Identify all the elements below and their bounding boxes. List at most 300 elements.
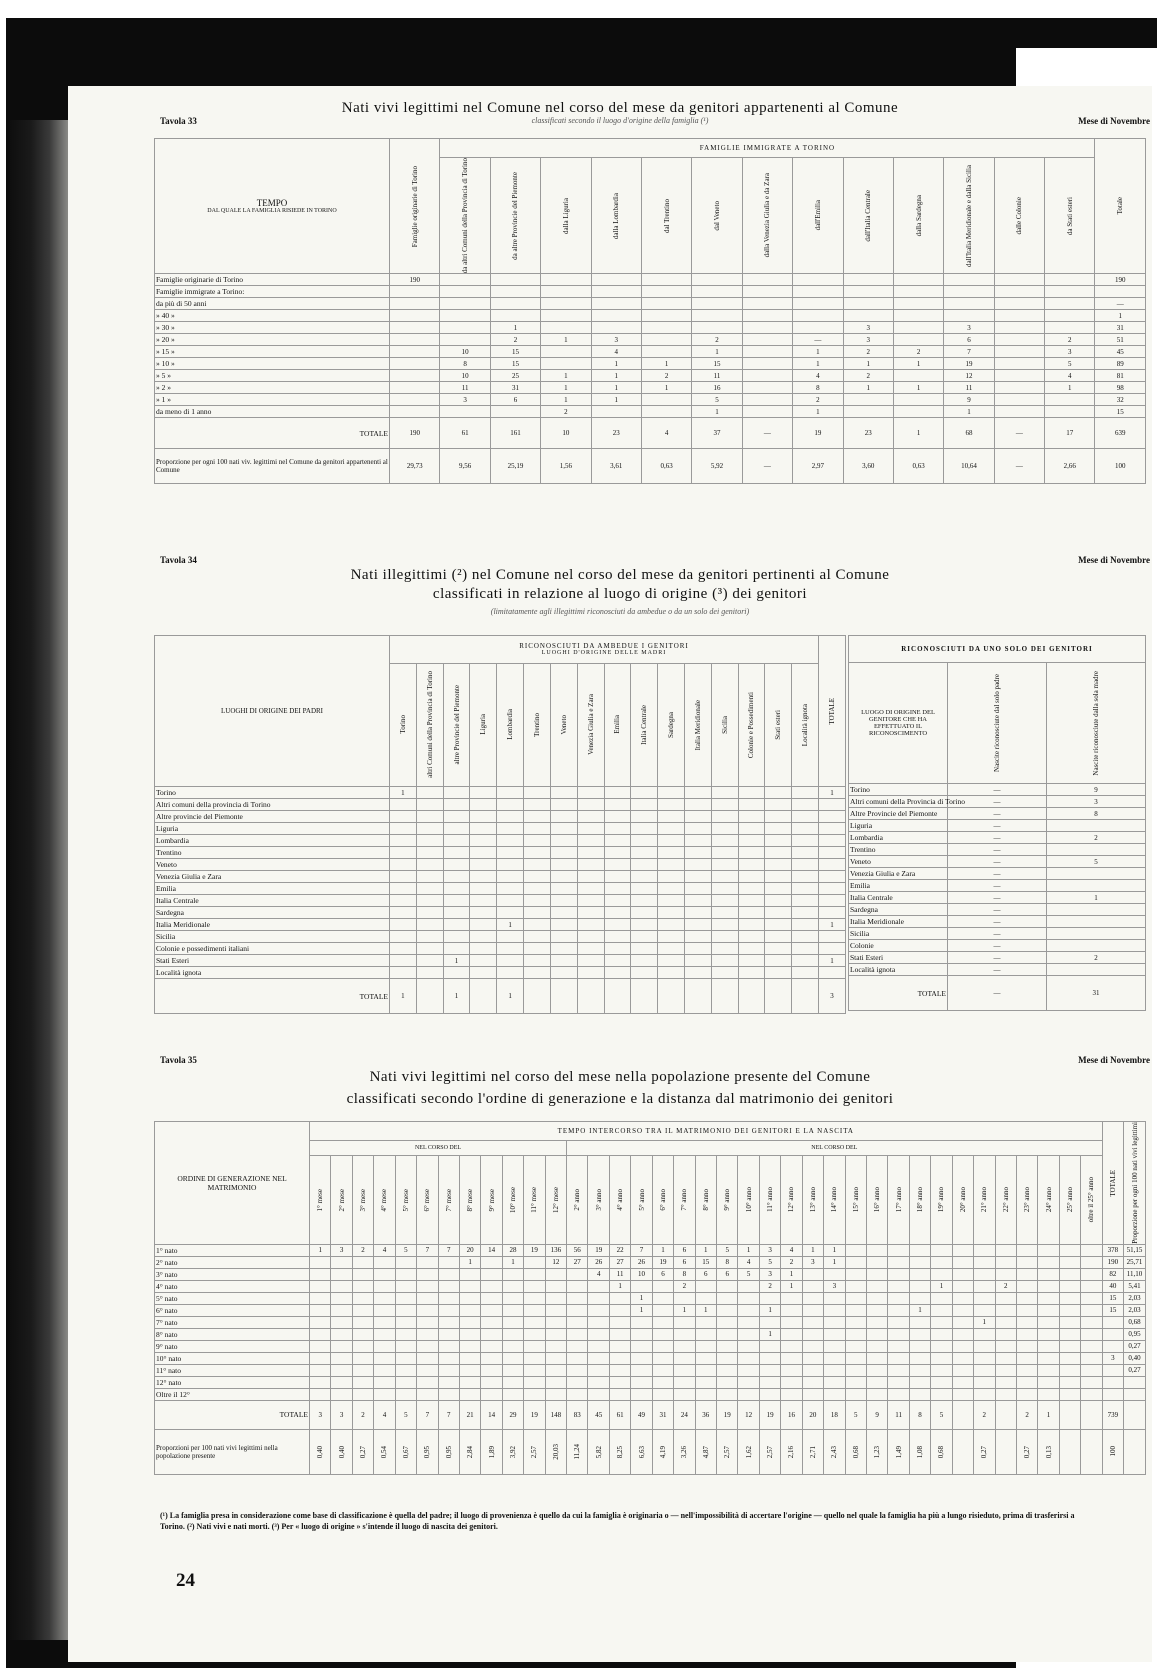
table-cell [588, 1364, 609, 1376]
row-label: 7° nato [155, 1316, 310, 1328]
table-cell [481, 1316, 502, 1328]
table-cell [470, 955, 497, 967]
table-cell [652, 1304, 673, 1316]
table-cell [738, 799, 765, 811]
column-header-text: 1° mese [316, 1188, 325, 1211]
table-row [155, 1316, 1146, 1328]
table-cell [440, 274, 490, 286]
table-cell [684, 919, 711, 931]
table-cell: 1 [759, 1328, 780, 1340]
table-row [155, 286, 1146, 298]
table-cell [417, 1388, 438, 1400]
table-cell [765, 895, 792, 907]
table-cell [550, 919, 577, 931]
table-cell [1047, 820, 1146, 832]
table-cell [631, 847, 658, 859]
table-cell [481, 1292, 502, 1304]
table-cell: 8 [440, 358, 490, 370]
table-cell [502, 1316, 523, 1328]
table-cell [802, 1316, 823, 1328]
table-cell [888, 1376, 909, 1388]
table-cell [738, 847, 765, 859]
proportion-value: 3,26 [680, 1445, 689, 1458]
table-cell [994, 346, 1044, 358]
table-cell [994, 310, 1044, 322]
table-33-title: Nati vivi legittimi nel Comune nel corso del mese da genitori appartenenti al Comune [341, 100, 899, 116]
table-cell [994, 382, 1044, 394]
table-cell [931, 1340, 952, 1352]
table-cell [792, 859, 819, 871]
column-header-text: 2° anno [573, 1188, 582, 1211]
table-cell [443, 787, 470, 799]
row-label: Italia Meridionale [849, 916, 948, 928]
column-header-text: 15° anno [851, 1187, 860, 1213]
table-cell: 1 [793, 406, 843, 418]
table-cell [1059, 1256, 1080, 1268]
proportion-row [155, 1429, 1146, 1474]
table-cell: 12 [944, 370, 994, 382]
proportion-cell [695, 1429, 716, 1474]
table-cell: — [948, 820, 1047, 832]
table-cell [759, 1376, 780, 1388]
table-cell [909, 1364, 930, 1376]
table-cell [567, 1388, 588, 1400]
total-cell: 19 [524, 1400, 545, 1429]
table-cell [738, 955, 765, 967]
table-cell [711, 835, 738, 847]
row-label: Altre provincie del Piemonte [155, 811, 390, 823]
column-header [524, 1155, 545, 1244]
table-cell: 1 [893, 358, 943, 370]
table-cell [802, 1304, 823, 1316]
table-cell [1016, 1268, 1037, 1280]
table-cell [470, 943, 497, 955]
proportion-cell [674, 1429, 695, 1474]
total-cell [684, 979, 711, 1014]
table-cell [310, 1280, 331, 1292]
table-cell [502, 1292, 523, 1304]
table-cell [374, 1328, 395, 1340]
table-cell [1038, 1388, 1059, 1400]
table-cell: 45 [1095, 346, 1146, 358]
table-cell [443, 919, 470, 931]
table-cell [588, 1352, 609, 1364]
table-cell [1081, 1304, 1102, 1316]
total-cell: 5 [395, 1400, 416, 1429]
table-cell: 1 [490, 322, 540, 334]
column-header [631, 663, 658, 786]
table-cell [577, 859, 604, 871]
table-cell [604, 871, 631, 883]
table-cell [541, 286, 591, 298]
table-cell [1016, 1352, 1037, 1364]
table-cell [695, 1292, 716, 1304]
table-cell [711, 907, 738, 919]
table-cell [684, 895, 711, 907]
total-cell: 29 [502, 1400, 523, 1429]
table-cell [541, 322, 591, 334]
stub-header: ORDINE DI GENERAZIONE NEL MATRIMONIO [155, 1122, 310, 1245]
table-cell [567, 1328, 588, 1340]
proportion-value: 1,23 [873, 1445, 882, 1458]
row-label: Trentino [849, 844, 948, 856]
table-row [155, 1340, 1146, 1352]
table-cell [792, 871, 819, 883]
column-header [944, 158, 994, 274]
total-cell: 19 [759, 1400, 780, 1429]
table-cell [742, 394, 792, 406]
table-33-section [90, 100, 1150, 530]
table-cell [1059, 1316, 1080, 1328]
table-cell [866, 1256, 887, 1268]
table-cell [931, 1304, 952, 1316]
table-cell [390, 358, 440, 370]
table-cell [658, 787, 685, 799]
proportion-value: 0,95 [423, 1445, 432, 1458]
column-header-text: Sardegna [667, 711, 676, 738]
proportion-cell [374, 1429, 395, 1474]
table-cell [390, 298, 440, 310]
proportion-cell: 3,60 [843, 449, 893, 484]
table-cell [390, 835, 417, 847]
table-cell [310, 1376, 331, 1388]
proportion-value: 0,27 [980, 1445, 989, 1458]
table-cell [545, 1328, 566, 1340]
row-label: 10° nato [155, 1352, 310, 1364]
table-cell: 3 [944, 322, 994, 334]
proportion-value: 20,03 [551, 1443, 560, 1460]
total-cell: 49 [631, 1400, 652, 1429]
table-cell [974, 1328, 995, 1340]
table-cell: 1 [931, 1280, 952, 1292]
table-cell [738, 1352, 759, 1364]
table-cell [459, 1364, 480, 1376]
row-label: 11° nato [155, 1364, 310, 1376]
table-cell: 31 [490, 382, 540, 394]
table-cell [443, 943, 470, 955]
table-cell [738, 859, 765, 871]
column-header [1047, 663, 1146, 784]
table-cell [550, 895, 577, 907]
table-cell [909, 1328, 930, 1340]
table-cell [711, 859, 738, 871]
table-cell [524, 823, 551, 835]
total-cell: 36 [695, 1400, 716, 1429]
table-cell [684, 787, 711, 799]
table-cell [994, 322, 1044, 334]
proportion-cell: 100 [1095, 449, 1146, 484]
table-cell [765, 787, 792, 799]
table-cell [604, 967, 631, 979]
table-cell [374, 1280, 395, 1292]
table-cell [577, 907, 604, 919]
table-cell [1038, 1340, 1059, 1352]
column-header-text: Sicilia [720, 715, 729, 734]
table-cell [845, 1376, 866, 1388]
column-header-text: 2° mese [337, 1188, 346, 1211]
table-cell: 2 [1047, 832, 1146, 844]
table-cell [944, 310, 994, 322]
proportion-cell [502, 1429, 523, 1474]
table-cell [888, 1292, 909, 1304]
table-cell [802, 1268, 823, 1280]
column-header [440, 158, 490, 274]
table-cell [695, 1328, 716, 1340]
table-row [849, 928, 1146, 940]
table-cell [390, 811, 417, 823]
table-cell [443, 907, 470, 919]
table-cell [1045, 286, 1095, 298]
column-header-text: Nascite riconosciute dalla sola madre [1092, 670, 1100, 776]
table-cell [609, 1328, 630, 1340]
table-cell [310, 1304, 331, 1316]
table-cell [577, 799, 604, 811]
table-cell [390, 823, 417, 835]
table-cell [974, 1388, 995, 1400]
table-row [155, 322, 1146, 334]
table-cell: 1 [781, 1268, 802, 1280]
proportion-cell [974, 1429, 995, 1474]
table-cell [824, 1340, 845, 1352]
row-label: 4° nato [155, 1280, 310, 1292]
row-label: Sicilia [155, 931, 390, 943]
table-cell [588, 1388, 609, 1400]
table-cell [567, 1268, 588, 1280]
table-cell [390, 799, 417, 811]
table-cell [765, 859, 792, 871]
table-row [155, 382, 1146, 394]
table-cell [631, 943, 658, 955]
table-row [155, 907, 846, 919]
table-cell [952, 1376, 973, 1388]
proportion-value: 2,16 [787, 1445, 796, 1458]
proportion-value: 6,63 [637, 1445, 646, 1458]
table-cell [765, 847, 792, 859]
table-cell [1038, 1292, 1059, 1304]
row-label: Altri comuni della Provincia di Torino [850, 797, 965, 806]
table-cell [502, 1328, 523, 1340]
column-header [759, 1155, 780, 1244]
table-cell [490, 406, 540, 418]
table-cell [944, 298, 994, 310]
table-cell [390, 919, 417, 931]
table-cell [310, 1364, 331, 1376]
table-cell [524, 1328, 545, 1340]
table-cell: 1 [541, 394, 591, 406]
table-cell [577, 895, 604, 907]
table-cell [438, 1304, 459, 1316]
table-cell [1102, 1316, 1123, 1328]
table-cell [481, 1364, 502, 1376]
table-cell [502, 1376, 523, 1388]
table-cell [1081, 1352, 1102, 1364]
table-cell: 190 [390, 274, 440, 286]
table-cell: 6 [652, 1268, 673, 1280]
table-cell [331, 1256, 352, 1268]
table-cell [352, 1256, 373, 1268]
column-header-text: 10° mese [509, 1186, 517, 1213]
proportion-value: 1,08 [916, 1445, 925, 1458]
table-cell [684, 955, 711, 967]
table-cell [765, 871, 792, 883]
table-cell [470, 787, 497, 799]
total-label: TOTALE [155, 979, 390, 1014]
table-cell [974, 1364, 995, 1376]
table-cell [994, 370, 1044, 382]
table-cell [631, 883, 658, 895]
table-cell: — [948, 904, 1047, 916]
total-cell [738, 979, 765, 1014]
table-cell [658, 895, 685, 907]
table-cell [952, 1304, 973, 1316]
total-cell [550, 979, 577, 1014]
table-row [155, 334, 1146, 346]
table-cell [893, 298, 943, 310]
table-cell [352, 1280, 373, 1292]
column-header-text: dal Trentino [662, 198, 671, 233]
column-header-text: 5° anno [637, 1188, 646, 1211]
table-cell [438, 1352, 459, 1364]
column-header [417, 1155, 438, 1244]
column-header [310, 1155, 331, 1244]
table-cell: 6 [674, 1244, 695, 1256]
proportion-value: 11,24 [573, 1443, 582, 1460]
group-header [390, 636, 819, 664]
table-cell [416, 823, 443, 835]
column-header [1045, 158, 1095, 274]
row-label: Torino [155, 787, 390, 799]
table-cell [502, 1280, 523, 1292]
table-cell [331, 1268, 352, 1280]
row-label: 9° nato [155, 1340, 310, 1352]
table-cell [684, 859, 711, 871]
table-cell [591, 298, 641, 310]
column-header [819, 636, 846, 787]
table-cell: 1 [443, 955, 470, 967]
table-cell [631, 871, 658, 883]
table-cell: 1 [1047, 892, 1146, 904]
table-33 [154, 138, 1146, 484]
table-cell [792, 811, 819, 823]
stub-header [155, 139, 390, 274]
table-cell [909, 1256, 930, 1268]
column-header-text: 7° anno [680, 1188, 689, 1211]
book-binding [6, 120, 68, 1640]
table-cell: 1 [944, 406, 994, 418]
table-cell [684, 823, 711, 835]
table-cell [759, 1364, 780, 1376]
table-cell: 4 [591, 346, 641, 358]
table-cell [658, 919, 685, 931]
proportion-cell [1081, 1429, 1102, 1474]
row-label: Altre Provincie del Piemonte [849, 808, 948, 820]
table-cell [545, 1340, 566, 1352]
table-cell [738, 883, 765, 895]
table-cell [793, 322, 843, 334]
total-cell: — [994, 418, 1044, 449]
table-cell [443, 871, 470, 883]
table-cell [470, 835, 497, 847]
proportion-cell [909, 1429, 930, 1474]
table-cell: 6 [490, 394, 540, 406]
table-cell [524, 1256, 545, 1268]
table-cell [658, 811, 685, 823]
column-header-text: dalla Liguria [561, 197, 570, 234]
proportion-cell [738, 1429, 759, 1474]
proportion-label: Proporzioni per 100 nati vivi legittimi nella popolazione presente [155, 1429, 310, 1474]
table-cell [470, 799, 497, 811]
table-row [155, 1268, 1146, 1280]
proportion-cell [545, 1429, 566, 1474]
column-header-text: Trentino [532, 712, 541, 737]
table-cell [443, 799, 470, 811]
table-cell [352, 1340, 373, 1352]
total-cell [995, 1400, 1016, 1429]
table-cell [974, 1280, 995, 1292]
table-cell [674, 1328, 695, 1340]
total-cell: 739 [1102, 1400, 1123, 1429]
column-header-text: 13° anno [808, 1187, 817, 1213]
row-label: 5° nato [155, 1292, 310, 1304]
table-cell [609, 1388, 630, 1400]
table-cell [1045, 310, 1095, 322]
table-cell [994, 286, 1044, 298]
proportion-cell: — [742, 449, 792, 484]
table-cell [631, 907, 658, 919]
table-row [155, 394, 1146, 406]
table-cell [588, 1304, 609, 1316]
table-cell: 1 [819, 955, 846, 967]
table-cell [888, 1268, 909, 1280]
table-cell [481, 1352, 502, 1364]
table-cell: 98 [1095, 382, 1146, 394]
table-cell [1038, 1280, 1059, 1292]
table-cell: — [948, 844, 1047, 856]
table-cell [909, 1292, 930, 1304]
row-label: Famiglie immigrate a Torino: [155, 286, 390, 298]
table-cell [577, 811, 604, 823]
row-label: Oltre il 12° [155, 1388, 310, 1400]
table-cell: 5 [1045, 358, 1095, 370]
table-cell: 0,40 [1124, 1352, 1146, 1364]
table-cell [888, 1340, 909, 1352]
table-cell [738, 895, 765, 907]
table-cell [765, 811, 792, 823]
column-header [824, 1155, 845, 1244]
table-cell: 5,41 [1124, 1280, 1146, 1292]
table-33-month: Mese di Novembre [1078, 116, 1150, 126]
table-cell [845, 1244, 866, 1256]
table-cell [1081, 1376, 1102, 1388]
table-cell: 1 [824, 1256, 845, 1268]
table-cell [567, 1304, 588, 1316]
table-cell [781, 1328, 802, 1340]
table-cell: 26 [631, 1256, 652, 1268]
table-cell [545, 1280, 566, 1292]
proportion-cell [459, 1429, 480, 1474]
table-cell [802, 1328, 823, 1340]
column-header [497, 663, 524, 786]
table-cell: 1 [1095, 310, 1146, 322]
table-cell [390, 394, 440, 406]
table-cell [497, 955, 524, 967]
table-cell [792, 823, 819, 835]
table-cell [550, 823, 577, 835]
table-cell [609, 1364, 630, 1376]
proportion-cell [781, 1429, 802, 1474]
total-cell: 17 [1045, 418, 1095, 449]
total-cell: 190 [390, 418, 440, 449]
